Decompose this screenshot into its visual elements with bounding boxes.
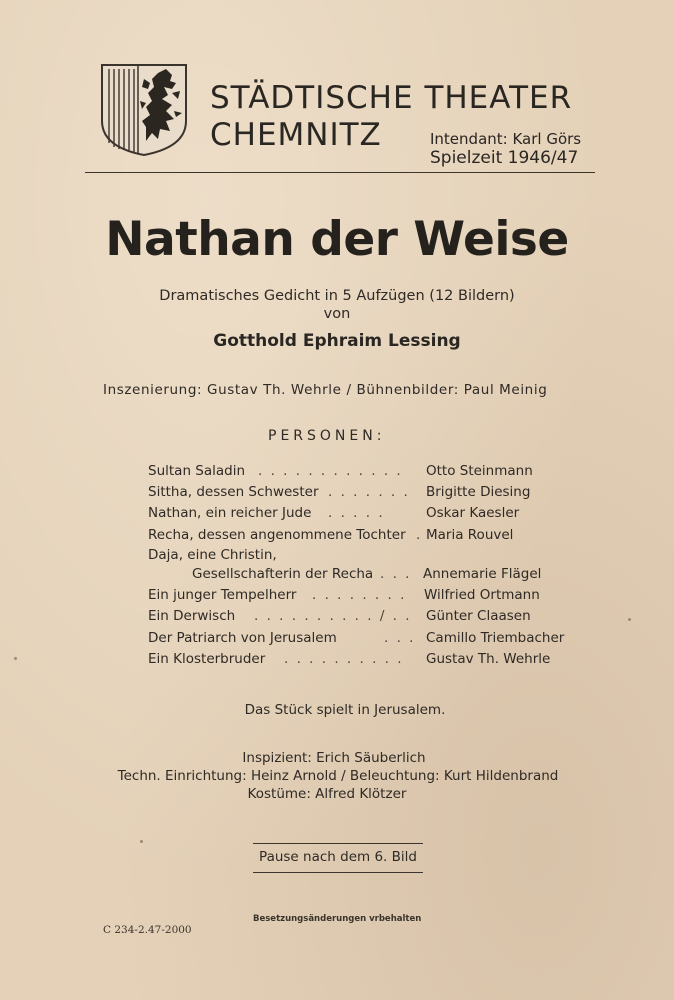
cast-role: Nathan, ein reicher Jude (148, 505, 312, 521)
play-subtitle: Dramatisches Gedicht in 5 Aufzügen (12 Bildern) (159, 288, 515, 304)
cast-row (148, 630, 608, 650)
cast-dots: . . . (384, 630, 416, 646)
theater-name-line1: STÄDTISCHE THEATER (210, 80, 573, 116)
crew-tech-lighting: Techn. Einrichtung: Heinz Arnold / Beleuchtung: Kurt Hildenbrand (117, 768, 559, 784)
cast-row (148, 527, 608, 547)
cast-role: Sittha, dessen Schwester (148, 484, 319, 500)
cast-row (148, 608, 608, 628)
cast-role: Der Patriarch von Jerusalem (148, 630, 337, 646)
cast-dots: . (416, 527, 423, 543)
cast-heading: PERSONEN: (268, 428, 386, 444)
cast-row (148, 651, 608, 671)
cast-actor: Oskar Kaesler (426, 505, 520, 521)
cast-role: Sultan Saladin (148, 463, 246, 479)
setting-line: Das Stück spielt in Jerusalem. (244, 702, 446, 718)
cast-dots: . . . . . (328, 505, 385, 521)
cast-dots: . . . . . . . . . . . . (258, 463, 403, 479)
cast-row (148, 484, 608, 504)
season-line: Spielzeit 1946/47 (430, 148, 579, 168)
pause-notice (253, 843, 423, 873)
cast-dots: . . . . . . . . (312, 587, 407, 603)
cast-dots: . . . . . . . . . . / . . (254, 608, 412, 624)
crew-stage-manager: Inspizient: Erich Säuberlich (242, 750, 426, 766)
cast-actor: Gustav Th. Wehrle (426, 651, 551, 667)
cast-row (148, 587, 608, 607)
by-label: von (323, 306, 351, 322)
cast-actor: Camillo Triembacher (426, 630, 565, 646)
cast-dots: . . . . . . . . . . (284, 651, 404, 667)
paper-speck (140, 840, 143, 843)
cast-dots: . . . . . . . (328, 484, 410, 500)
cast-actor: Maria Rouvel (426, 527, 514, 543)
cast-actor: Brigitte Diesing (426, 484, 531, 500)
cast-role: Recha, dessen angenommene Tochter (148, 527, 406, 543)
cast-row (148, 505, 608, 525)
cast-actor: Wilfried Ortmann (424, 587, 540, 603)
staging-credits: Inszenierung: Gustav Th. Wehrle / Bühnenbilder: Paul Meinig (103, 382, 548, 398)
pause-text: Pause nach dem 6. Bild (259, 849, 417, 865)
crew-costumes: Kostüme: Alfred Klötzer (247, 786, 407, 802)
cast-role-continued: Gesellschafterin der Recha (192, 566, 374, 582)
cast-actor: Annemarie Flägel (423, 566, 542, 582)
cast-role: Ein Derwisch (148, 608, 236, 624)
cast-actor: Günter Claasen (426, 608, 531, 624)
cast-actor: Otto Steinmann (426, 463, 533, 479)
cast-row (148, 463, 608, 483)
cast-row (148, 547, 608, 587)
paper-speck (14, 657, 17, 660)
intendant-line: Intendant: Karl Görs (430, 130, 582, 148)
print-code: C 234-2.47-2000 (103, 924, 192, 936)
cast-dots: . . . (380, 566, 412, 582)
theater-name-line2: CHEMNITZ (210, 117, 382, 153)
cast-role: Daja, eine Christin, (148, 547, 277, 563)
cast-changes-notice: Besetzungsänderungen vrbehalten (253, 914, 422, 924)
play-title: Nathan der Weise (105, 212, 569, 267)
cast-role: Ein Klosterbruder (148, 651, 266, 667)
author-name: Gotthold Ephraim Lessing (213, 331, 461, 351)
paper-speck (628, 618, 631, 621)
cast-role: Ein junger Tempelherr (148, 587, 297, 603)
